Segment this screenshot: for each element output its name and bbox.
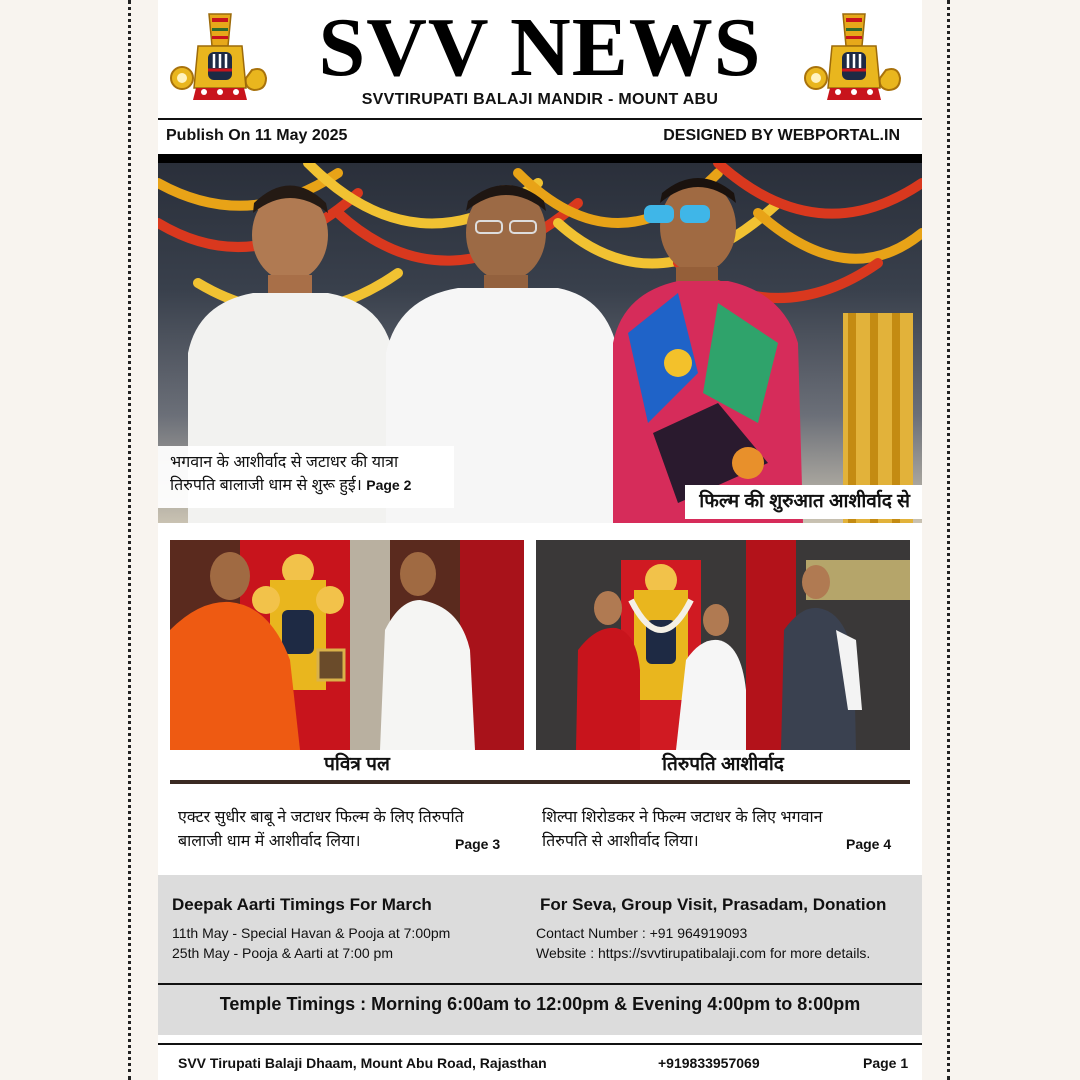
story-1-photo [170,540,544,750]
hero-caption-page: Page 2 [366,477,412,493]
story-card-2 [536,540,910,784]
masthead [158,0,922,118]
masthead-divider [158,118,922,120]
story-1-description [178,806,508,854]
hero-headline: फिल्म की शुरुआत आशीर्वाद से [685,485,922,519]
story-2-label: तिरुपति आशीर्वाद [536,750,910,780]
hero-caption-line-1: भगवान के आशीर्वाद से जटाधर की यात्रा [170,454,399,471]
aarti-title: Deepak Aarti Timings For March [172,895,432,914]
story-1-page: Page 3 [455,836,501,852]
story-2-underbar [536,780,910,784]
newspaper-page [158,0,922,1080]
footer-divider [158,1043,922,1045]
footer-phone: +919833957069 [658,1055,760,1071]
info-panel [158,875,922,983]
footer [158,1052,922,1078]
story-1-desc-line-1: एक्टर सुधीर बाबू ने जटाधर फिल्म के लिए तिरुपति [178,809,464,826]
story-2-illustration [536,540,910,750]
footer-page: Page 1 [863,1055,909,1071]
story-2-page: Page 4 [846,836,892,852]
aarti-line-2: 25th May - Pooja & Aarti at 7:00 pm [172,945,394,961]
left-dotted-border [128,0,131,1080]
aarti-line-1: 11th May - Special Havan & Pooja at 7:00pm [172,925,451,941]
temple-timings: Temple Timings : Morning 6:00am to 12:00pm & Evening 4:00pm to 8:00pm [158,985,922,1035]
publish-date: Publish On 11 May 2025 [166,127,348,144]
footer-address: SVV Tirupati Balaji Dhaam, Mount Abu Road, Rajasthan [178,1055,547,1071]
story-2-description [542,806,902,854]
story-1-desc-line-2: बालाजी धाम में आशीर्वाद लिया। [178,833,361,850]
newspaper-subtitle: SVVTIRUPATI BALAJI MANDIR - MOUNT ABU [361,91,719,108]
hero-caption-line-2-text: तिरुपति बालाजी धाम से शुरू हुई। [170,477,362,494]
website-text: Website : https://svvtirupatibalaji.com for more details. [536,945,871,961]
hero-caption [158,446,454,508]
right-dotted-border [947,0,950,1080]
story-1-label: पवित्र पल [170,750,544,780]
newspaper-title: SVV NEWS [318,1,762,94]
story-2-desc-line-2: तिरुपति से आशीर्वाद लिया। [542,833,699,850]
header-thick-rule [158,154,922,163]
story-card-1 [170,540,544,784]
story-1-illustration [170,540,524,750]
seva-title: For Seva, Group Visit, Prasadam, Donation [540,895,887,914]
story-2-photo [536,540,910,750]
hero-photo [158,163,922,523]
designed-by: DESIGNED BY WEBPORTAL.IN [663,127,900,144]
story-2-desc-line-1: शिल्पा शिरोडकर ने फिल्म जटाधर के लिए भगवान [542,809,823,826]
publish-row [158,122,922,152]
story-1-underbar [170,780,544,784]
contact-number: Contact Number : +91 964919093 [536,925,748,941]
hero-caption-line-2 [170,474,454,497]
